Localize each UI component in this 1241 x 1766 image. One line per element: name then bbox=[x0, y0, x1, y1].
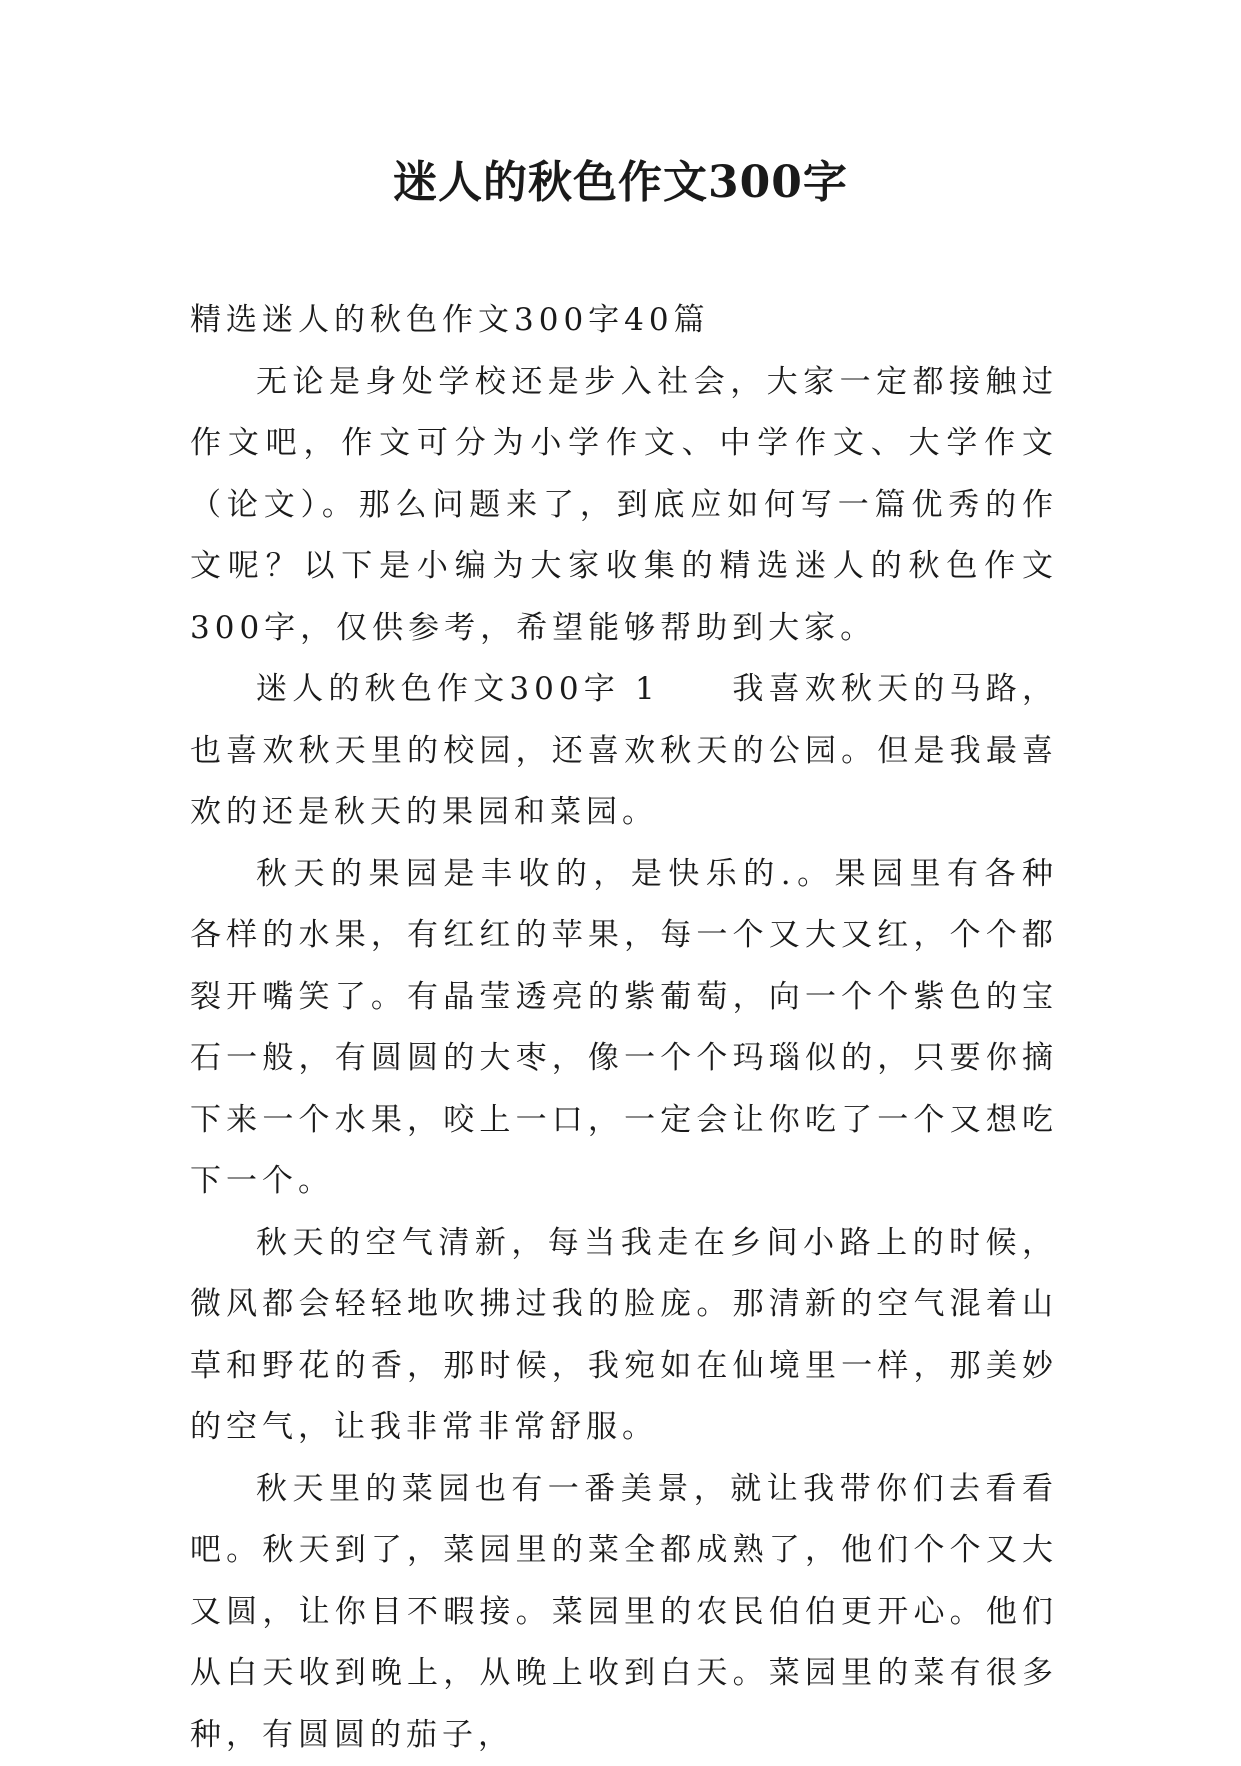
paragraph-vegetable-garden: 秋天里的菜园也有一番美景，就让我带你们去看看吧。秋天到了，菜园里的菜全都成熟了，他们个个又大又圆，让你目不暇接。菜园里的农民伯伯更开心。他们从白天收到晚上，从晚上收到白天。菜园里的菜有很多种，有圆圆的茄子， bbox=[190, 1459, 1058, 1766]
paragraph-orchard: 秋天的果园是丰收的，是快乐的.。果园里有各种各样的水果，有红红的苹果，每一个又大又红，个个都裂开嘴笑了。有晶莹透亮的紫葡萄，向一个个紫色的宝石一般，有圆圆的大枣，像一个个玛瑙似的，只要你摘下来一个水果，咬上一口，一定会让你吃了一个又想吃下一个。 bbox=[190, 844, 1058, 1213]
paragraph-intro: 无论是身处学校还是步入社会，大家一定都接触过作文吧，作文可分为小学作文、中学作文、大学作文（论文）。那么问题来了，到底应如何写一篇优秀的作文呢？以下是小编为大家收集的精选迷人的秋色作文300字，仅供参考，希望能够帮助到大家。 bbox=[190, 352, 1058, 660]
document-body bbox=[190, 290, 1058, 1766]
document-title: 迷人的秋色作文300字 bbox=[0, 155, 1241, 211]
paragraph-air: 秋天的空气清新，每当我走在乡间小路上的时候，微风都会轻轻地吹拂过我的脸庞。那清新的空气混着山草和野花的香，那时候，我宛如在仙境里一样，那美妙的空气，让我非常非常舒服。 bbox=[190, 1213, 1058, 1459]
document-subtitle: 精选迷人的秋色作文300字40篇 bbox=[190, 290, 1058, 352]
paragraph-essay-1-opening: 迷人的秋色作文300字 1 我喜欢秋天的马路，也喜欢秋天里的校园，还喜欢秋天的公园。但是我最喜欢的还是秋天的果园和菜园。 bbox=[190, 659, 1058, 844]
